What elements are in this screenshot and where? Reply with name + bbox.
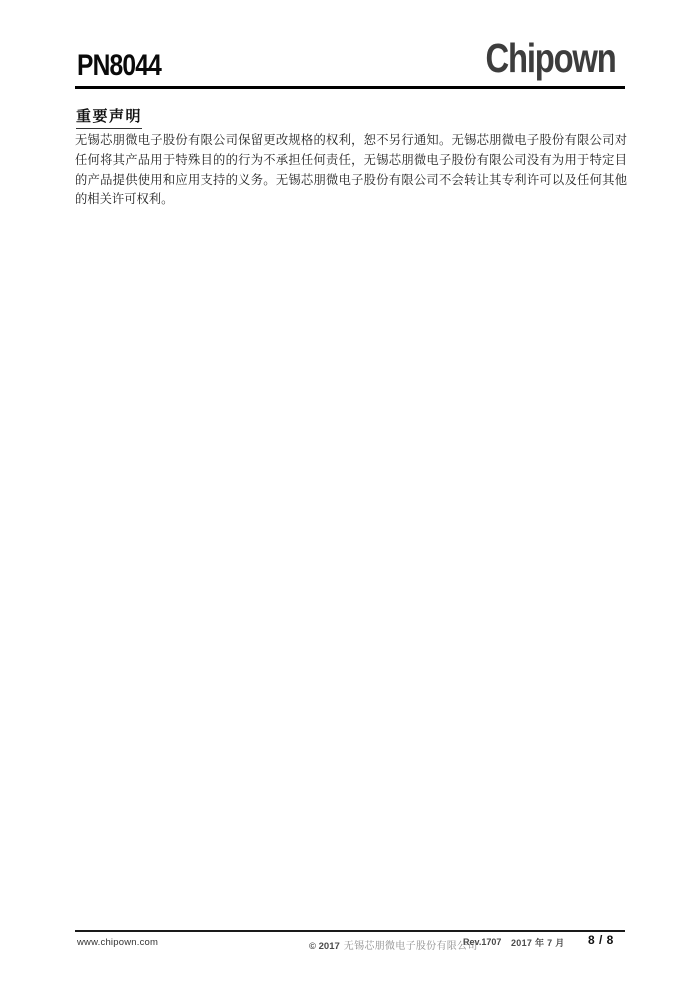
footer-page-number: 8 / 8 [588,933,614,947]
footer-revision: Rev.1707 [463,937,502,947]
chipown-logo: Chipown [485,35,616,81]
footer-date: 2017 年 7 月 [511,938,565,948]
footer-website-url: www.chipown.com [77,937,159,948]
statement-paragraph: 无锡芯朋微电子股份有限公司保留更改规格的权利，恕不另行通知。无锡芯朋微电子股份有限公司对任何将其产品用于特殊目的的行为不承担任何责任，无锡芯朋微电子股份有限公司没有为用于特定目的产品提供使用和应用支持的义务。无锡芯朋微电子股份有限公司不会转让其专利许可以及任何其他的相关许可权利。 [75,133,627,207]
copyright-year: © 2017 [309,941,340,952]
footer-copyright [309,936,478,954]
part-number: PN8044 [77,49,161,82]
section-title: 重要声明 [76,105,142,129]
header-rule [75,86,625,89]
footer-rule [75,930,625,932]
company-name: 无锡芯朋微电子股份有限公司 [343,941,478,952]
